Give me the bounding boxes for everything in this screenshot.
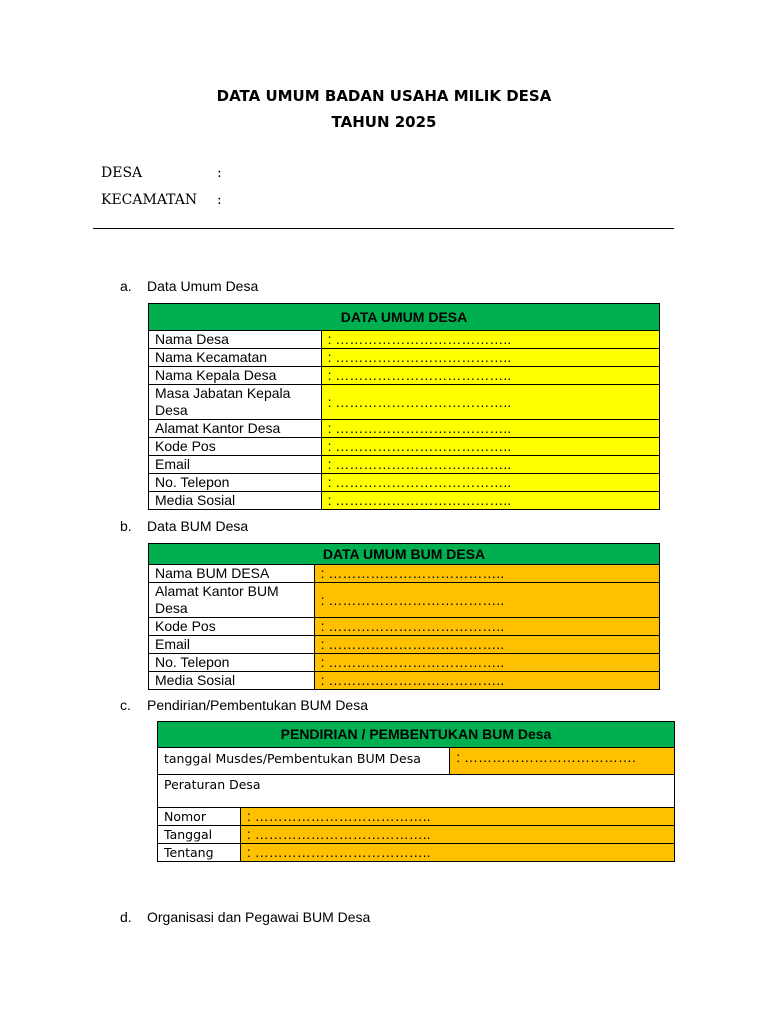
table-row [158, 826, 675, 844]
section-c-label [120, 697, 368, 713]
field-label: Nama BUM DESA [149, 565, 315, 583]
table-row [149, 367, 660, 385]
document-year: TAHUN 2025 [331, 113, 437, 131]
pendirian-bum-desa-table [157, 721, 675, 862]
field-label: Masa Jabatan Kepala Desa [149, 385, 322, 420]
peraturan-desa-label: Peraturan Desa [158, 775, 675, 808]
field-label: Nama Desa [149, 331, 322, 349]
table-row [158, 808, 675, 826]
table-row [149, 349, 660, 367]
field-value[interactable]: : ……………………………….. [314, 618, 659, 636]
field-value[interactable]: : ……………………………….. [314, 672, 659, 690]
table-row [149, 636, 660, 654]
desa-colon: : [217, 165, 222, 181]
kecamatan-label: KECAMATAN [101, 192, 198, 208]
field-label: Nama Kecamatan [149, 349, 322, 367]
section-b-label [120, 518, 248, 534]
field-value[interactable]: : ……………………………….. [321, 474, 659, 492]
field-label: Tanggal [158, 826, 241, 844]
field-value[interactable]: : ……………………………….. [321, 349, 659, 367]
musdes-label: tanggal Musdes/Pembentukan BUM Desa [158, 748, 450, 775]
field-value[interactable]: : ……………………………….. [321, 420, 659, 438]
field-label: Alamat Kantor BUM Desa [149, 583, 315, 618]
field-label: Nomor [158, 808, 241, 826]
field-label: Alamat Kantor Desa [149, 420, 322, 438]
field-value[interactable]: : ……………………………….. [240, 826, 674, 844]
table-header: DATA UMUM BUM DESA [149, 544, 660, 565]
field-value[interactable]: : ……………………………….. [321, 331, 659, 349]
field-label: No. Telepon [149, 654, 315, 672]
section-c-text: Pendirian/Pembentukan BUM Desa [147, 697, 369, 713]
section-b-letter: b. [120, 518, 132, 534]
table-row [149, 331, 660, 349]
table-row [158, 844, 675, 862]
field-label: Kode Pos [149, 618, 315, 636]
data-umum-desa-table [148, 303, 660, 510]
table-row [149, 583, 660, 618]
field-value[interactable]: : ……………………………….. [240, 808, 674, 826]
table-row [149, 492, 660, 510]
table-row [158, 748, 675, 775]
data-umum-bum-desa-table [148, 543, 660, 690]
table-row [149, 474, 660, 492]
field-label: No. Telepon [149, 474, 322, 492]
field-label: Kode Pos [149, 438, 322, 456]
header-divider [93, 228, 674, 229]
kecamatan-colon: : [217, 192, 222, 208]
section-d-letter: d. [120, 909, 132, 925]
section-a-label [120, 278, 258, 294]
field-value[interactable]: : ……………………………….. [321, 438, 659, 456]
field-value[interactable]: : ……………………………….. [314, 636, 659, 654]
musdes-value[interactable]: : ………………………………. [450, 748, 675, 775]
field-value[interactable]: : ……………………………….. [314, 583, 659, 618]
field-label: Media Sosial [149, 672, 315, 690]
table-header: PENDIRIAN / PEMBENTUKAN BUM Desa [158, 722, 675, 748]
field-value[interactable]: : ……………………………….. [321, 385, 659, 420]
table-row [158, 775, 675, 808]
field-label: Media Sosial [149, 492, 322, 510]
field-label: Email [149, 456, 322, 474]
field-label: Nama Kepala Desa [149, 367, 322, 385]
field-value[interactable]: : ……………………………….. [314, 654, 659, 672]
section-d-text: Organisasi dan Pegawai BUM Desa [147, 909, 371, 925]
field-value[interactable]: : ……………………………….. [321, 492, 659, 510]
section-a-text: Data Umum Desa [147, 278, 259, 294]
field-value[interactable]: : ……………………………….. [314, 565, 659, 583]
section-c-letter: c. [120, 697, 131, 713]
field-value[interactable]: : ……………………………….. [240, 844, 674, 862]
section-a-letter: a. [120, 278, 132, 294]
table-row [149, 618, 660, 636]
field-value[interactable]: : ……………………………….. [321, 367, 659, 385]
table-row [149, 385, 660, 420]
table-header: DATA UMUM DESA [149, 304, 660, 331]
section-b-text: Data BUM Desa [147, 518, 249, 534]
field-label: Email [149, 636, 315, 654]
section-d-label [120, 909, 370, 925]
document-title: DATA UMUM BADAN USAHA MILIK DESA [216, 87, 552, 105]
table-row [149, 654, 660, 672]
table-row [149, 672, 660, 690]
table-row [149, 438, 660, 456]
field-label: Tentang [158, 844, 241, 862]
table-row [149, 456, 660, 474]
field-value[interactable]: : ……………………………….. [321, 456, 659, 474]
table-row [149, 420, 660, 438]
desa-label: DESA [101, 165, 143, 181]
table-row [149, 565, 660, 583]
